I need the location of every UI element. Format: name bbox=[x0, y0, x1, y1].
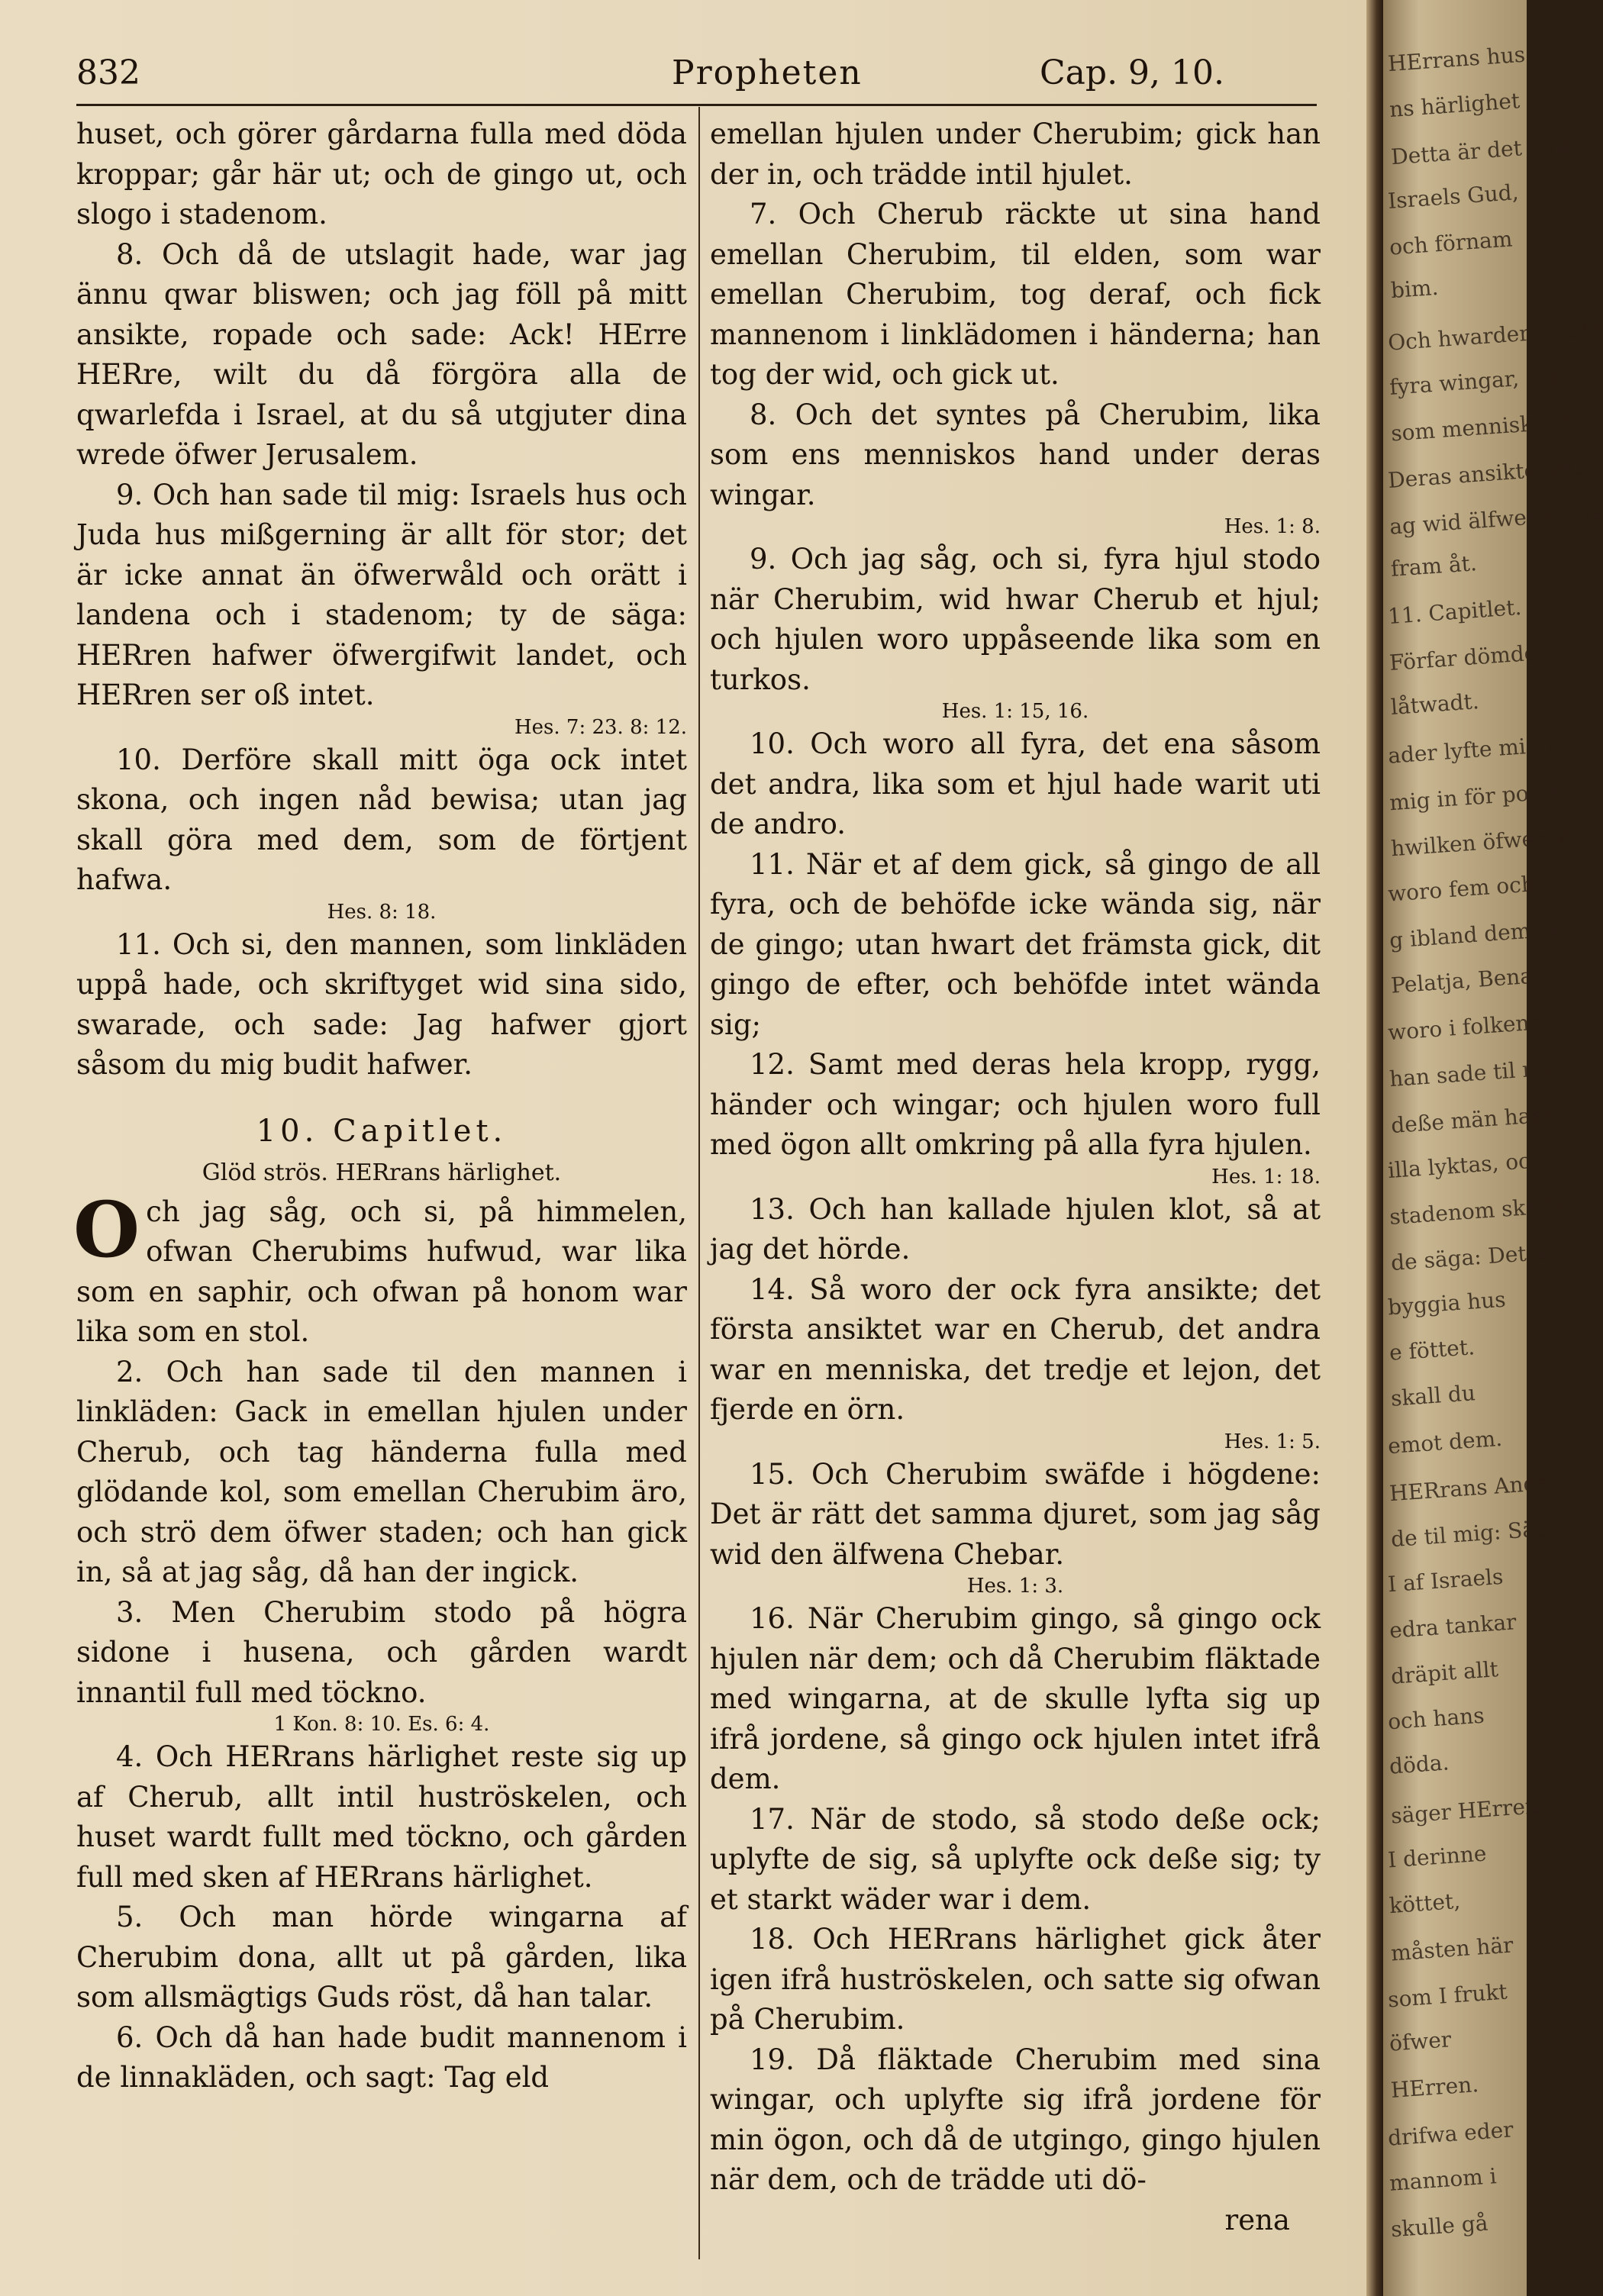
facing-page-fragment: som I frukt bbox=[1387, 1978, 1508, 2012]
verse-10-12: 12. Samt med deras hela kropp, rygg, händer och wingar; och hjulen woro full med ögon allt omkring på alla fyra hjulen. bbox=[710, 1048, 1321, 1161]
verse-10-15: 15. Och Cherubim swäfde i högdene: Det är rätt det samma djuret, som jag såg wid den älfwena Chebar. bbox=[710, 1457, 1321, 1571]
verse-continuation: emellan hjulen under Cherubim; gick han der in, och trädde intil hjulet. bbox=[710, 118, 1321, 191]
facing-page-fragment: Detta är det djur bbox=[1390, 131, 1574, 170]
facing-page-fragment: fyra wingar, och bbox=[1389, 362, 1566, 400]
verse-10-19: 19. Då fläktade Cherubim med sina wingar, och uplyfte sig ifrå jordene för min ögon, och då de utgingo, gingo hjulen när dem, och de trädde uti dö- bbox=[710, 2043, 1321, 2196]
verse-10-17: 17. När de stodo, så stodo deße ock; uplyfte de sig, så uplyfte ock deße sig; ty et starkt wäder war i dem. bbox=[710, 1802, 1321, 1916]
facing-page-fragment: HERrans Ande bbox=[1389, 1469, 1550, 1507]
cross-reference: Hes. 1: 15, 16. bbox=[941, 700, 1089, 723]
facing-page-fragment: HErrans hus o bbox=[1387, 40, 1546, 77]
verse-10-7: 7. Och Cherub räckte ut sina hand emellan Cherubim, til elden, som war emellan Cherubim, tog deraf, och fick mannenom i linklädomen i händerna; han tog der wid, och gick ut. bbox=[710, 198, 1321, 391]
facing-page-fragment: säger HErren bbox=[1390, 1793, 1540, 1829]
verse-10-8: 8. Och det syntes på Cherubim, lika som ens menniskos hand under deras wingar. bbox=[710, 398, 1321, 511]
facing-page-fragment: bim. bbox=[1389, 274, 1440, 304]
left-column bbox=[73, 114, 687, 2098]
verse-10-9: 9. Och jag såg, och si, fyra hjul stodo när Cherubim, wid hwar Cherub et hjul; och hjulen woro uppåseende lika som en turkos. bbox=[710, 543, 1321, 696]
page-number: 832 bbox=[76, 53, 140, 92]
facing-page-fragment: fram åt. bbox=[1389, 550, 1478, 582]
facing-page-fragment: de säga: Det ä bbox=[1390, 1239, 1547, 1275]
facing-page-fragment: de til mig: Säg bbox=[1390, 1516, 1550, 1553]
facing-page-fragment: ns härlighet w bbox=[1389, 86, 1546, 123]
facing-page-fragment: illa lyktas, och bbox=[1387, 1146, 1545, 1184]
facing-page-fragment: och hans bbox=[1387, 1702, 1485, 1735]
facing-page-fragment: Förfar dömde. bbox=[1389, 640, 1545, 676]
facing-page-fragment: mannom i bbox=[1389, 2163, 1498, 2197]
facing-page-fragment: Deras ansikte war bbox=[1387, 453, 1585, 493]
facing-page-fragment: mig in för porten bbox=[1389, 777, 1575, 816]
facing-page-edge bbox=[1383, 0, 1603, 2296]
facing-page-fragment: skall du bbox=[1389, 1380, 1476, 1411]
verse-10-13: 13. Och han kallade hjulen klot, så at jag det hörde. bbox=[710, 1192, 1321, 1266]
book-gutter bbox=[1366, 0, 1383, 2296]
cross-reference: Hes. 1: 3. bbox=[966, 1575, 1064, 1598]
catchword: rena bbox=[1224, 2203, 1290, 2236]
facing-page-fragment: låtwadt. bbox=[1389, 688, 1480, 720]
page-header bbox=[76, 47, 1313, 101]
verse-10-16: 16. När Cherubim gingo, så gingo ock hjulen när dem; och då Cherubim fläktade med wingarna, at de skulle lyfta sig up ifrå jordene, så gingo ock hjulen intet ifrå dem. bbox=[710, 1602, 1321, 1795]
verse-10-2: 2. Och han sade til den mannen i linkläden: Gack in emellan hjulen under Cherub, och tag händerna fulla med glödande kol, som emellan Cherubim äro, och strö dem öfwer staden; och han gick in, så at jag såg, då han der ingick. bbox=[76, 1355, 687, 1588]
facing-page-fragment: Israels Gud, bbox=[1387, 179, 1520, 214]
verse-continuation: huset, och görer gårdarna fulla med döda kroppar; går här ut; och de gingo ut, och slogo i stadenom. bbox=[76, 118, 687, 231]
facing-page-fragment: deße män hafwa bbox=[1390, 1100, 1571, 1138]
verse-9-8: 8. Och då de utslagit hade, war jag ännu qwar bliswen; och jag föll på mitt ansikte, ropade och sade: Ack! HErre HERre, wilt du då förgöra alla de qwarlefda i Israel, at du så utgjuter dina wrede öfwer Jerusalem. bbox=[76, 237, 687, 471]
drop-cap: O bbox=[73, 1184, 140, 1275]
cross-reference: Hes. 8: 18. bbox=[327, 900, 437, 924]
verse-10-1-text: ch jag såg, och si, på himmelen, ofwan Cherubims hufwud, war lika som en saphir, och ofwan på honom war lika som en stol. bbox=[76, 1195, 687, 1348]
cross-reference: Hes. 7: 23. 8: 12. bbox=[514, 715, 687, 739]
facing-page-fragment: emot dem. bbox=[1387, 1425, 1504, 1459]
facing-page-fragment: I af Israels bbox=[1387, 1563, 1505, 1597]
verse-9-9: 9. Och han sade til mig: Israels hus och Juda hus mißgerning är allt för stor; det är icke annat än öfwerwåld och orätt i landena och i stadenom; ty de säga: HERren hafwer öfwergifwit landet, och HERren ser oß intet. bbox=[76, 478, 687, 711]
facing-page-fragment: e föttet. bbox=[1388, 1333, 1476, 1366]
facing-page-fragment: skulle gå bbox=[1390, 2210, 1489, 2242]
facing-page-fragment: måsten här bbox=[1390, 1932, 1514, 1966]
verse-10-4: 4. Och HERrans härlighet reste sig up af Cherub, allt intil huströskelen, och huset wardt fullt med töckno, och gården full med sken af HERrans härlighet. bbox=[76, 1740, 687, 1894]
facing-page-fragment: g ibland dem Ja bbox=[1389, 916, 1559, 953]
cross-reference: 1 Kon. 8: 10. Es. 6: 4. bbox=[273, 1713, 490, 1736]
facing-page-fragment: 11. Capitlet. bbox=[1387, 594, 1523, 630]
right-column bbox=[710, 114, 1321, 2240]
facing-page-fragment: woro i folkena. bbox=[1387, 1008, 1550, 1046]
facing-page-fragment: Pelatja, Benaj bbox=[1390, 963, 1540, 999]
verse-10-18: 18. Och HERrans härlighet gick åter igen ifrå huströskelen, och satte sig ofwan på Cherubim. bbox=[710, 1923, 1321, 2036]
facing-page-fragment: drifwa eder bbox=[1387, 2117, 1514, 2151]
facing-page-fragment: HErren. bbox=[1389, 2072, 1480, 2104]
chapter-heading: 10. Capitlet. bbox=[256, 1113, 508, 1149]
verse-10-1 bbox=[73, 1184, 687, 1353]
column-divider bbox=[698, 107, 700, 2259]
facing-page-fragment: som menniskos h bbox=[1390, 408, 1579, 447]
verse-9-10: 10. Derföre skall mitt öga ock intet skona, och ingen nåd bewisa; utan jag skall göra med dem, som de förtjent hafwa. bbox=[76, 743, 687, 896]
facing-page-fragment: han sade til mig: bbox=[1389, 1053, 1571, 1092]
cross-reference: Hes. 1: 5. bbox=[1224, 1430, 1321, 1453]
chapter-summary: Glöd strös. HERrans härlighet. bbox=[202, 1159, 562, 1186]
chapter-reference: Cap. 9, 10. bbox=[1040, 53, 1224, 92]
facing-page-fragment: köttet, bbox=[1388, 1888, 1462, 1918]
verse-10-10: 10. Och woro all fyra, det ena såsom det andra, lika som et hjul hade warit uti de andro. bbox=[710, 727, 1321, 840]
verse-10-11: 11. När et af dem gick, så gingo de all fyra, och de behöfde icke wända sig, när de gingo; utan hwart det främsta gick, dit gingo de efter, och behöfde intet wända sig; bbox=[710, 847, 1321, 1041]
cross-reference: Hes. 1: 18. bbox=[1211, 1165, 1321, 1188]
facing-page-fragment: Och hwardera hade bbox=[1387, 314, 1603, 356]
facing-page-fragment: edra tankar bbox=[1389, 1609, 1518, 1643]
facing-page-fragment: dräpit allt bbox=[1390, 1656, 1499, 1689]
facing-page-fragment: döda. bbox=[1388, 1749, 1450, 1780]
verse-10-5: 5. Och man hörde wingarna af Cherubim dona, allt ut på gården, lika som allsmägtigs Guds röst, då han talar. bbox=[76, 1901, 687, 2014]
facing-page-fragment: öfwer bbox=[1388, 2027, 1453, 2056]
facing-page-fragment: stadenom skada bbox=[1389, 1192, 1566, 1230]
verse-10-14: 14. Så woro der ock fyra ansikte; det första ansiktet war en Cherub, det andra war en menniska, det tredje et lejon, det fjerde en örn. bbox=[710, 1272, 1321, 1426]
facing-page-fragment: och förnam bbox=[1389, 226, 1514, 260]
verse-10-6: 6. Och då han hade budit mannenom i de linnakläden, och sagt: Tag eld bbox=[76, 2020, 687, 2094]
facing-page-fragment: ader lyfte mig u bbox=[1387, 731, 1561, 769]
verse-9-11: 11. Och si, den mannen, som linkläden uppå hade, och skriftyget wid sina sido, swarade, och sade: Jag hafwer gjort såsom du mig budit hafwer. bbox=[76, 927, 687, 1081]
running-title: Propheten bbox=[672, 53, 863, 92]
header-rule bbox=[76, 104, 1317, 106]
verse-10-3: 3. Men Cherubim stodo på högra sidone i husena, och gården wardt innantil full med töckno. bbox=[76, 1595, 687, 1709]
facing-page-fragment: I derinne bbox=[1387, 1840, 1488, 1873]
facing-page-fragment: woro fem och bbox=[1387, 870, 1536, 907]
facing-page-fragment: ag wid älfwene Che bbox=[1389, 499, 1603, 540]
facing-page-fragment: hwilken öfwer ut bbox=[1390, 823, 1575, 862]
facing-page-fragment: byggia hus bbox=[1387, 1286, 1507, 1321]
cross-reference: Hes. 1: 8. bbox=[1224, 515, 1321, 538]
